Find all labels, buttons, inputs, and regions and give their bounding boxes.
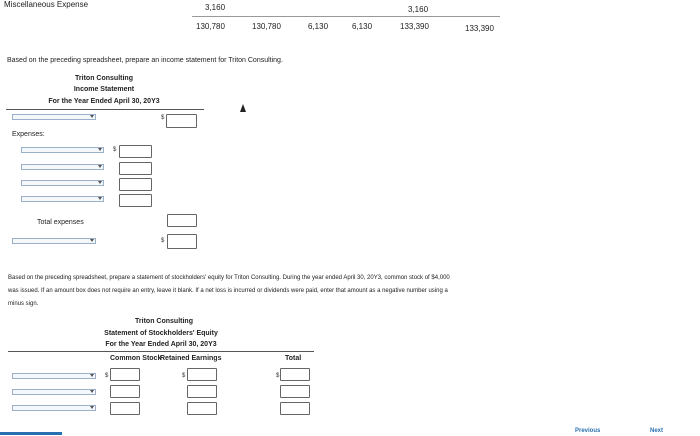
expense-dropdown-3[interactable] bbox=[21, 180, 104, 186]
col-common-stock: Common Stock bbox=[110, 355, 162, 362]
chevron-down-icon bbox=[98, 148, 102, 151]
equity-header-line bbox=[8, 351, 314, 352]
chevron-down-icon bbox=[98, 165, 102, 168]
expense-dollar: $ bbox=[113, 147, 117, 153]
common-stock-input-2[interactable] bbox=[110, 385, 140, 398]
previous-button[interactable]: Previous bbox=[575, 428, 601, 434]
expense-dropdown-4[interactable] bbox=[21, 196, 104, 202]
equity-row-dropdown-3[interactable] bbox=[12, 405, 96, 411]
expense-amount-input-3[interactable] bbox=[119, 178, 152, 191]
retained-earnings-input-1[interactable] bbox=[187, 368, 217, 381]
total-input-2[interactable] bbox=[280, 385, 310, 398]
next-button[interactable]: Next bbox=[650, 428, 664, 434]
chevron-down-icon bbox=[90, 406, 94, 409]
top-value-1: 3,160 bbox=[205, 3, 226, 12]
top-value-4: 6,130 bbox=[308, 22, 329, 31]
net-income-input[interactable] bbox=[167, 234, 197, 249]
top-value-6: 3,160 bbox=[408, 5, 429, 14]
col-retained-earnings: Retained Earnings bbox=[160, 355, 222, 362]
income-header-line bbox=[6, 109, 204, 110]
expense-amount-input-4[interactable] bbox=[119, 194, 152, 207]
chevron-down-icon bbox=[90, 239, 94, 242]
income-instruction: Based on the preceding spreadsheet, prepare an income statement for Triton Consulting. bbox=[7, 57, 283, 64]
equity-instruction-line-2: was issued. If an amount box does not require an entry, leave it blank. If a net loss is incurred or dividends were paid, enter that amount as a negative number using a bbox=[8, 288, 448, 294]
top-value-2: 130,780 bbox=[196, 22, 225, 31]
common-stock-input-3[interactable] bbox=[110, 402, 140, 415]
revenue-dropdown[interactable] bbox=[12, 114, 96, 120]
net-income-dropdown[interactable] bbox=[12, 238, 96, 244]
income-company: Triton Consulting bbox=[75, 75, 133, 82]
equity-company: Triton Consulting bbox=[135, 318, 193, 325]
retained-earnings-input-2[interactable] bbox=[187, 385, 217, 398]
total-expenses-input[interactable] bbox=[167, 214, 197, 227]
col-total: Total bbox=[285, 355, 302, 362]
top-value-5: 6,130 bbox=[352, 22, 373, 31]
equity-instruction-line-3: minus sign. bbox=[8, 301, 39, 307]
net-income-dollar: $ bbox=[161, 238, 165, 244]
income-statement-title: Income Statement bbox=[73, 86, 135, 93]
chevron-down-icon bbox=[98, 197, 102, 200]
income-period: For the Year Ended April 30, 20Y3 bbox=[48, 98, 160, 105]
chevron-down-icon bbox=[90, 374, 94, 377]
expense-amount-input-1[interactable] bbox=[119, 145, 152, 158]
top-value-3: 130,780 bbox=[252, 22, 281, 31]
top-value-8: 133,390 bbox=[465, 24, 494, 33]
bottom-left-accent bbox=[0, 432, 62, 435]
common-stock-input-1[interactable] bbox=[110, 368, 140, 381]
revenue-amount-input[interactable] bbox=[166, 114, 197, 128]
chevron-down-icon bbox=[90, 390, 94, 393]
total-input-3[interactable] bbox=[280, 402, 310, 415]
expense-dropdown-2[interactable] bbox=[21, 164, 104, 170]
equity-period: For the Year Ended April 30, 20Y3 bbox=[105, 341, 217, 348]
expense-dropdown-1[interactable] bbox=[21, 147, 104, 153]
retained-earnings-input-3[interactable] bbox=[187, 402, 217, 415]
equity-instruction-line-1: Based on the preceding spreadsheet, prepare a statement of stockholders' equity for Triton Consulting. During the year ended April 30, 20Y3, common stock of $4,000 bbox=[8, 275, 450, 281]
chevron-down-icon bbox=[90, 115, 94, 118]
equity-dollar-1: $ bbox=[105, 373, 109, 379]
expenses-label: Expenses: bbox=[12, 131, 45, 138]
mouse-cursor-icon bbox=[240, 104, 246, 112]
equity-row-dropdown-2[interactable] bbox=[12, 389, 96, 395]
top-divider bbox=[192, 16, 500, 17]
chevron-down-icon bbox=[98, 181, 102, 184]
misc-expense-label: Miscellaneous Expense bbox=[4, 0, 89, 9]
equity-dollar-2: $ bbox=[182, 373, 186, 379]
expense-amount-input-2[interactable] bbox=[119, 162, 152, 175]
equity-row-dropdown-1[interactable] bbox=[12, 373, 96, 379]
equity-statement-title: Statement of Stockholders' Equity bbox=[104, 330, 218, 337]
total-input-1[interactable] bbox=[280, 368, 310, 381]
equity-dollar-3: $ bbox=[276, 373, 280, 379]
total-expenses-label: Total expenses bbox=[37, 219, 84, 226]
revenue-dollar: $ bbox=[161, 115, 165, 121]
top-value-7: 133,390 bbox=[400, 22, 429, 31]
